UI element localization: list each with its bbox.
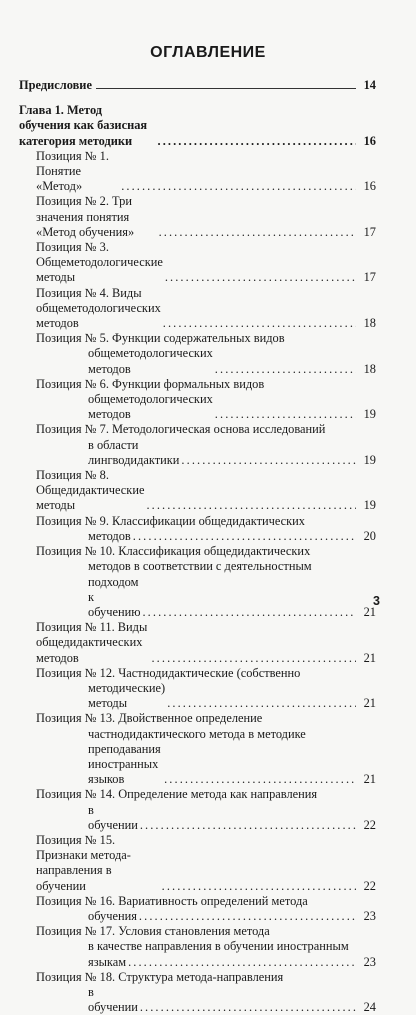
page-number: 3 xyxy=(373,594,380,608)
toc-leader xyxy=(165,270,356,285)
toc-entry-line xyxy=(36,924,376,939)
toc-entry xyxy=(19,544,376,620)
toc-leader xyxy=(162,879,356,894)
toc-entry-line xyxy=(36,727,376,742)
toc-entry-label: Позиция № 17. Условия становления метода xyxy=(36,924,270,939)
toc-entry-label: Позиция № 12. Частнодидактические (собственно xyxy=(36,665,301,680)
toc-entry-label: обучения xyxy=(88,908,137,923)
toc-entry-label: методов в соответствии с деятельностным xyxy=(88,559,312,574)
toc-entry-label: в качестве направления в обучении иностранным xyxy=(88,939,349,954)
toc-entry-label: Позиция № 5. Функции содержательных видов xyxy=(36,331,285,346)
toc-entry-label: в обучении xyxy=(88,802,138,832)
toc-entry-page: 20 xyxy=(363,528,376,543)
toc-entry-last-line xyxy=(36,575,376,621)
toc-leader xyxy=(121,179,356,194)
toc-entry-last-line xyxy=(36,620,376,666)
toc-entry-page: 23 xyxy=(363,908,376,923)
toc-entry-label: Позиция № 1. Понятие «Метод» xyxy=(36,148,109,194)
toc-leader xyxy=(181,453,356,468)
toc-entry-last-line xyxy=(36,194,376,240)
toc-entry-page: 23 xyxy=(363,954,376,969)
toc-entry-page: 21 xyxy=(363,650,376,665)
toc-entry-label: Глава 1. Метод обучения как базисная категория методики xyxy=(19,103,148,148)
toc-entry-line xyxy=(36,377,376,392)
toc-entry xyxy=(19,620,376,666)
toc-entry-last-line xyxy=(36,803,376,833)
toc-positions-list xyxy=(19,149,376,1015)
toc-leader xyxy=(140,818,356,833)
toc-entry-last-line xyxy=(36,438,376,468)
toc-entry-label: Позиция № 4. Виды общеметодологических методов xyxy=(36,285,161,331)
toc-entry-label: методов xyxy=(88,528,131,543)
toc-entry-page: 21 xyxy=(363,772,376,787)
toc-entry-page: 19 xyxy=(363,407,376,422)
toc-entry-page: 22 xyxy=(363,878,376,893)
toc-entry-line xyxy=(36,970,376,985)
toc-entry-label: Позиция № 2. Три значения понятия «Метод обучения» xyxy=(36,194,135,239)
toc-entry-last-line xyxy=(36,742,376,788)
toc-entry-line xyxy=(36,939,376,954)
toc-leader xyxy=(146,498,356,513)
toc-entry-line xyxy=(36,666,376,681)
toc-entry-label: Позиция № 9. Классификации общедидактических xyxy=(36,513,305,528)
table-of-contents xyxy=(19,78,376,1015)
toc-entry-line xyxy=(36,711,376,726)
toc-entry-label: Позиция № 8. Общедидактические методы xyxy=(36,468,145,513)
toc-leader xyxy=(163,316,356,331)
toc-entry-last-line xyxy=(36,286,376,332)
toc-entry-label: языкам xyxy=(88,954,127,969)
toc-entry-line xyxy=(36,559,376,574)
toc-entry-label: методические) методы xyxy=(88,680,166,711)
toc-entry xyxy=(19,194,376,240)
toc-entry-label: Позиция № 6. Функции формальных видов xyxy=(36,376,265,391)
toc-entry xyxy=(19,377,376,423)
toc-entry-page: 17 xyxy=(363,224,376,239)
toc-entry xyxy=(19,422,376,468)
toc-entry-last-line xyxy=(36,468,376,514)
toc-leader xyxy=(215,362,356,377)
page-title: ОГЛАВЛЕНИЕ xyxy=(150,44,266,61)
toc-leader xyxy=(128,955,356,970)
toc-entry-label: общеметодологических методов xyxy=(88,346,213,376)
toc-entry-label: Позиция № 16. Вариативность определений метода xyxy=(36,893,308,908)
toc-entry xyxy=(19,711,376,787)
toc-leader xyxy=(215,407,356,422)
toc-entry-last-line xyxy=(36,529,376,544)
toc-entry-page: 14 xyxy=(363,78,376,92)
toc-entry-label: Предисловие xyxy=(19,78,92,92)
toc-entry-page: 21 xyxy=(363,604,376,619)
toc-leader xyxy=(139,909,356,924)
toc-entry-chapter xyxy=(19,103,376,149)
toc-leader xyxy=(159,225,356,240)
toc-leader xyxy=(164,772,356,787)
toc-entry-line xyxy=(36,894,376,909)
toc-entry-label: Позиция № 7. Методологическая основа исследований xyxy=(36,422,326,437)
toc-entry-line xyxy=(36,544,376,559)
toc-entry-last-line xyxy=(36,392,376,422)
toc-entry-last-line xyxy=(36,240,376,286)
toc-leader xyxy=(167,696,356,711)
toc-entry xyxy=(19,970,376,1015)
toc-entry-page: 21 xyxy=(363,696,376,711)
toc-entry-page: 19 xyxy=(363,498,376,513)
toc-entry-label: общеметодологических методов xyxy=(88,392,213,422)
toc-entry-page: 17 xyxy=(363,270,376,285)
toc-entry-line xyxy=(36,514,376,529)
toc-leader xyxy=(158,134,356,149)
toc-entry-line xyxy=(36,331,376,346)
toc-entry-page: 16 xyxy=(363,179,376,194)
toc-entry xyxy=(19,240,376,286)
toc-entry-label: Позиция № 11. Виды общедидактических методов xyxy=(36,620,148,665)
toc-entry-last-line xyxy=(36,985,376,1015)
toc-entry-label: подходом к обучению xyxy=(88,574,141,619)
toc-entry-label: Позиция № 14. Определение метода как направления xyxy=(36,787,318,802)
toc-entry xyxy=(19,833,376,894)
toc-entry-label: Позиция № 15. Признаки метода-направления в обучении xyxy=(36,832,131,893)
toc-entry-label: частнодидактического метода в методике xyxy=(88,726,306,741)
toc-entry-label: преподавания иностранных языков xyxy=(88,741,161,787)
toc-entry-last-line xyxy=(36,955,376,970)
toc-entry xyxy=(19,286,376,332)
toc-entry-line xyxy=(36,787,376,802)
toc-entry-last-line xyxy=(36,909,376,924)
toc-entry-label: Позиция № 13. Двойственное определение xyxy=(36,711,263,726)
toc-entry-last-line xyxy=(36,149,376,195)
toc-entry xyxy=(19,924,376,970)
toc-entry-page: 18 xyxy=(363,316,376,331)
toc-entry-line xyxy=(36,422,376,437)
toc-entry-label: в обучении xyxy=(88,984,138,1015)
toc-entry-last-line xyxy=(36,346,376,376)
toc-leader xyxy=(133,529,356,544)
toc-entry-preface xyxy=(19,78,376,93)
toc-leader xyxy=(151,651,356,666)
toc-entry-page: 24 xyxy=(363,1000,376,1015)
toc-entry-last-line xyxy=(36,833,376,894)
toc-entry-label: в области лингводидактики xyxy=(88,437,180,467)
toc-entry xyxy=(19,894,376,924)
toc-leader xyxy=(96,88,356,89)
toc-entry xyxy=(19,468,376,514)
toc-entry-last-line xyxy=(36,681,376,711)
toc-entry-page: 16 xyxy=(363,133,376,148)
toc-entry-label: Позиция № 3. Общеметодологические методы xyxy=(36,240,163,285)
toc-entry xyxy=(19,331,376,377)
toc-leader xyxy=(142,605,356,620)
toc-entry xyxy=(19,514,376,544)
toc-entry-page: 18 xyxy=(363,361,376,376)
toc-entry-label: Позиция № 10. Классификация общедидактических xyxy=(36,544,311,559)
toc-entry-page: 19 xyxy=(363,452,376,467)
toc-entry xyxy=(19,666,376,712)
toc-entry xyxy=(19,787,376,833)
toc-leader xyxy=(140,1000,356,1015)
toc-entry-label: Позиция № 18. Структура метода-направления xyxy=(36,969,284,984)
toc-entry xyxy=(19,149,376,195)
toc-entry-page: 22 xyxy=(363,817,376,832)
